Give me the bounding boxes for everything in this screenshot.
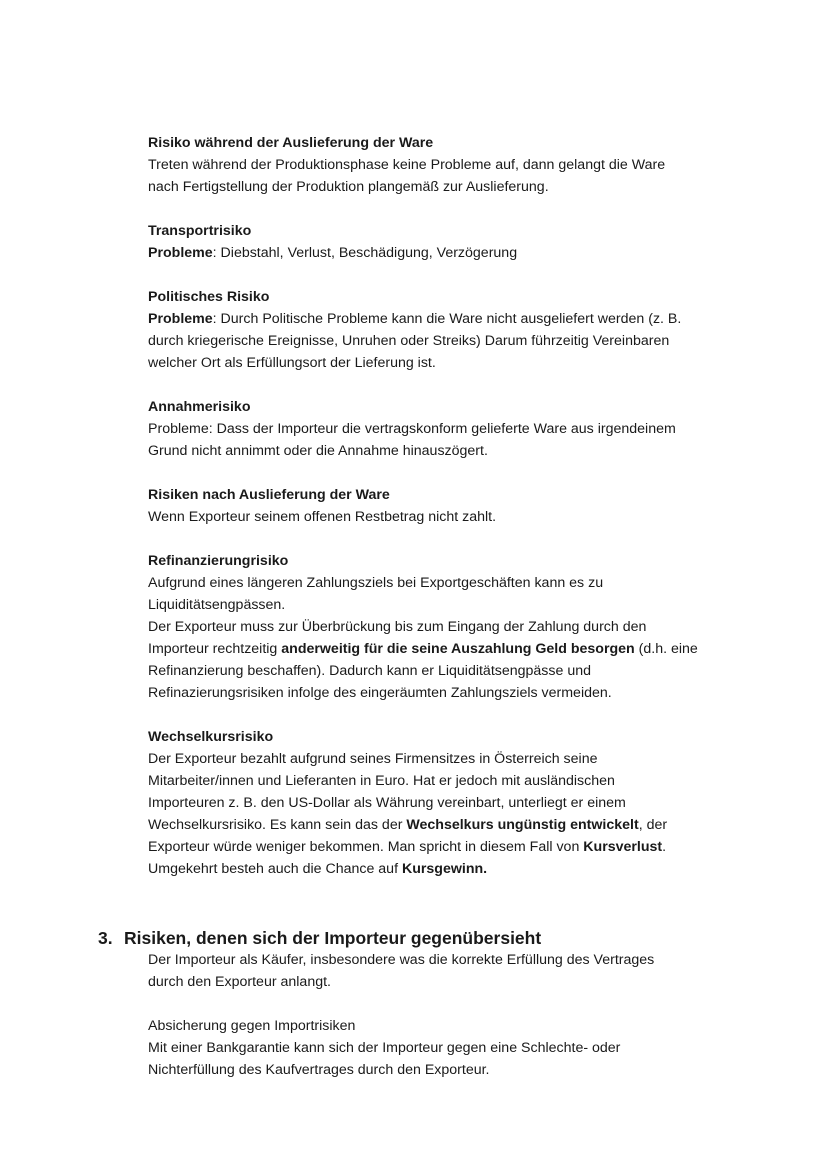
text-run: Exporteur würde weniger bekommen. Man spricht in diesem Fall von	[148, 839, 584, 855]
bold-label: Probleme	[148, 245, 213, 261]
paragraph-line	[148, 858, 748, 880]
bold-run: anderweitig für die seine Auszahlung Geld besorgen	[281, 641, 635, 657]
section-risks-after-delivery	[148, 484, 748, 528]
paragraph-line	[148, 814, 748, 836]
section-heading: Risiken nach Auslieferung der Ware	[148, 487, 390, 503]
paragraph-line: Der Exporteur bezahlt aufgrund seines Firmensitzes in Österreich seine	[148, 751, 598, 767]
paragraph-line	[148, 836, 748, 858]
paragraph-line	[148, 308, 748, 330]
paragraph-line: welcher Ort als Erfüllungsort der Lieferung ist.	[148, 355, 436, 371]
section-heading: Annahmerisiko	[148, 399, 251, 415]
chapter-body	[148, 949, 748, 1081]
document-body	[148, 132, 748, 902]
paragraph-line: Der Importeur als Käufer, insbesondere was die korrekte Erfüllung des Vertrages	[148, 952, 655, 968]
paragraph-line: Grund nicht annimmt oder die Annahme hinauszögert.	[148, 443, 488, 459]
section-heading: Transportrisiko	[148, 223, 252, 239]
paragraph-line	[148, 242, 748, 264]
paragraph-line: Liquiditätsengpässen.	[148, 597, 286, 613]
bold-label: Probleme	[148, 311, 213, 327]
paragraph-gap	[148, 993, 748, 1015]
paragraph-line: Nichterfüllung des Kaufvertrages durch den Exporteur.	[148, 1062, 490, 1078]
sub-heading: Absicherung gegen Importrisiken	[148, 1018, 356, 1034]
text-run: : Durch Politische Probleme kann die Ware nicht ausgeliefert werden (z. B.	[212, 311, 682, 327]
text-run: Wechselkursrisiko. Es kann sein das der	[148, 817, 407, 833]
text-run: Importeur rechtzeitig	[148, 641, 282, 657]
bold-run: Wechselkurs ungünstig entwickelt	[406, 817, 639, 833]
chapter-title: Risiken, denen sich der Importeur gegenübersieht	[124, 928, 542, 948]
text-run: : Diebstahl, Verlust, Beschädigung, Verzögerung	[212, 245, 518, 261]
section-heading: Risiko während der Auslieferung der Ware	[148, 135, 434, 151]
paragraph-line: Probleme: Dass der Importeur die vertragskonform gelieferte Ware aus irgendeinem	[148, 421, 676, 437]
paragraph-line: durch kriegerische Ereignisse, Unruhen oder Streiks) Darum führzeitig Vereinbaren	[148, 333, 670, 349]
text-run: Umgekehrt besteh auch die Chance auf	[148, 861, 402, 877]
chapter-number: 3.	[98, 928, 113, 948]
bold-run: Kursgewinn.	[401, 861, 488, 877]
section-refinancing-risk	[148, 550, 748, 704]
section-heading: Refinanzierungrisiko	[148, 553, 289, 569]
paragraph-line: Wenn Exporteur seinem offenen Restbetrag nicht zahlt.	[148, 509, 497, 525]
text-run: , der	[638, 817, 668, 833]
paragraph-line: Treten während der Produktionsphase keine Probleme auf, dann gelangt die Ware	[148, 157, 666, 173]
section-transport-risk	[148, 220, 748, 264]
section-exchange-rate-risk	[148, 726, 748, 880]
paragraph-line: Aufgrund eines längeren Zahlungsziels bei Exportgeschäften kann es zu	[148, 575, 604, 591]
paragraph-line: Mit einer Bankgarantie kann sich der Importeur gegen eine Schlechte- oder	[148, 1040, 621, 1056]
paragraph-line: Refinanzierung beschaffen). Dadurch kann er Liquiditätsengpässe und	[148, 663, 591, 679]
chapter-heading	[98, 926, 758, 950]
paragraph-line	[148, 638, 748, 660]
paragraph-line: Mitarbeiter/innen und Lieferanten in Euro. Hat er jedoch mit ausländischen	[148, 773, 615, 789]
paragraph-line: durch den Exporteur anlangt.	[148, 974, 331, 990]
section-political-risk	[148, 286, 748, 374]
section-risk-delivery	[148, 132, 748, 198]
section-heading: Wechselkursrisiko	[148, 729, 274, 745]
paragraph-line: Refinazierungsrisiken infolge des eingeräumten Zahlungsziels vermeiden.	[148, 685, 612, 701]
text-run: (d.h. eine	[634, 641, 698, 657]
paragraph-line: Der Exporteur muss zur Überbrückung bis zum Eingang der Zahlung durch den	[148, 619, 647, 635]
paragraph-line: nach Fertigstellung der Produktion plangemäß zur Auslieferung.	[148, 179, 549, 195]
section-heading: Politisches Risiko	[148, 289, 270, 305]
paragraph-line: Importeuren z. B. den US-Dollar als Währung vereinbart, unterliegt er einem	[148, 795, 626, 811]
section-acceptance-risk	[148, 396, 748, 462]
bold-run: Kursverlust	[583, 839, 663, 855]
text-run: .	[662, 839, 667, 855]
